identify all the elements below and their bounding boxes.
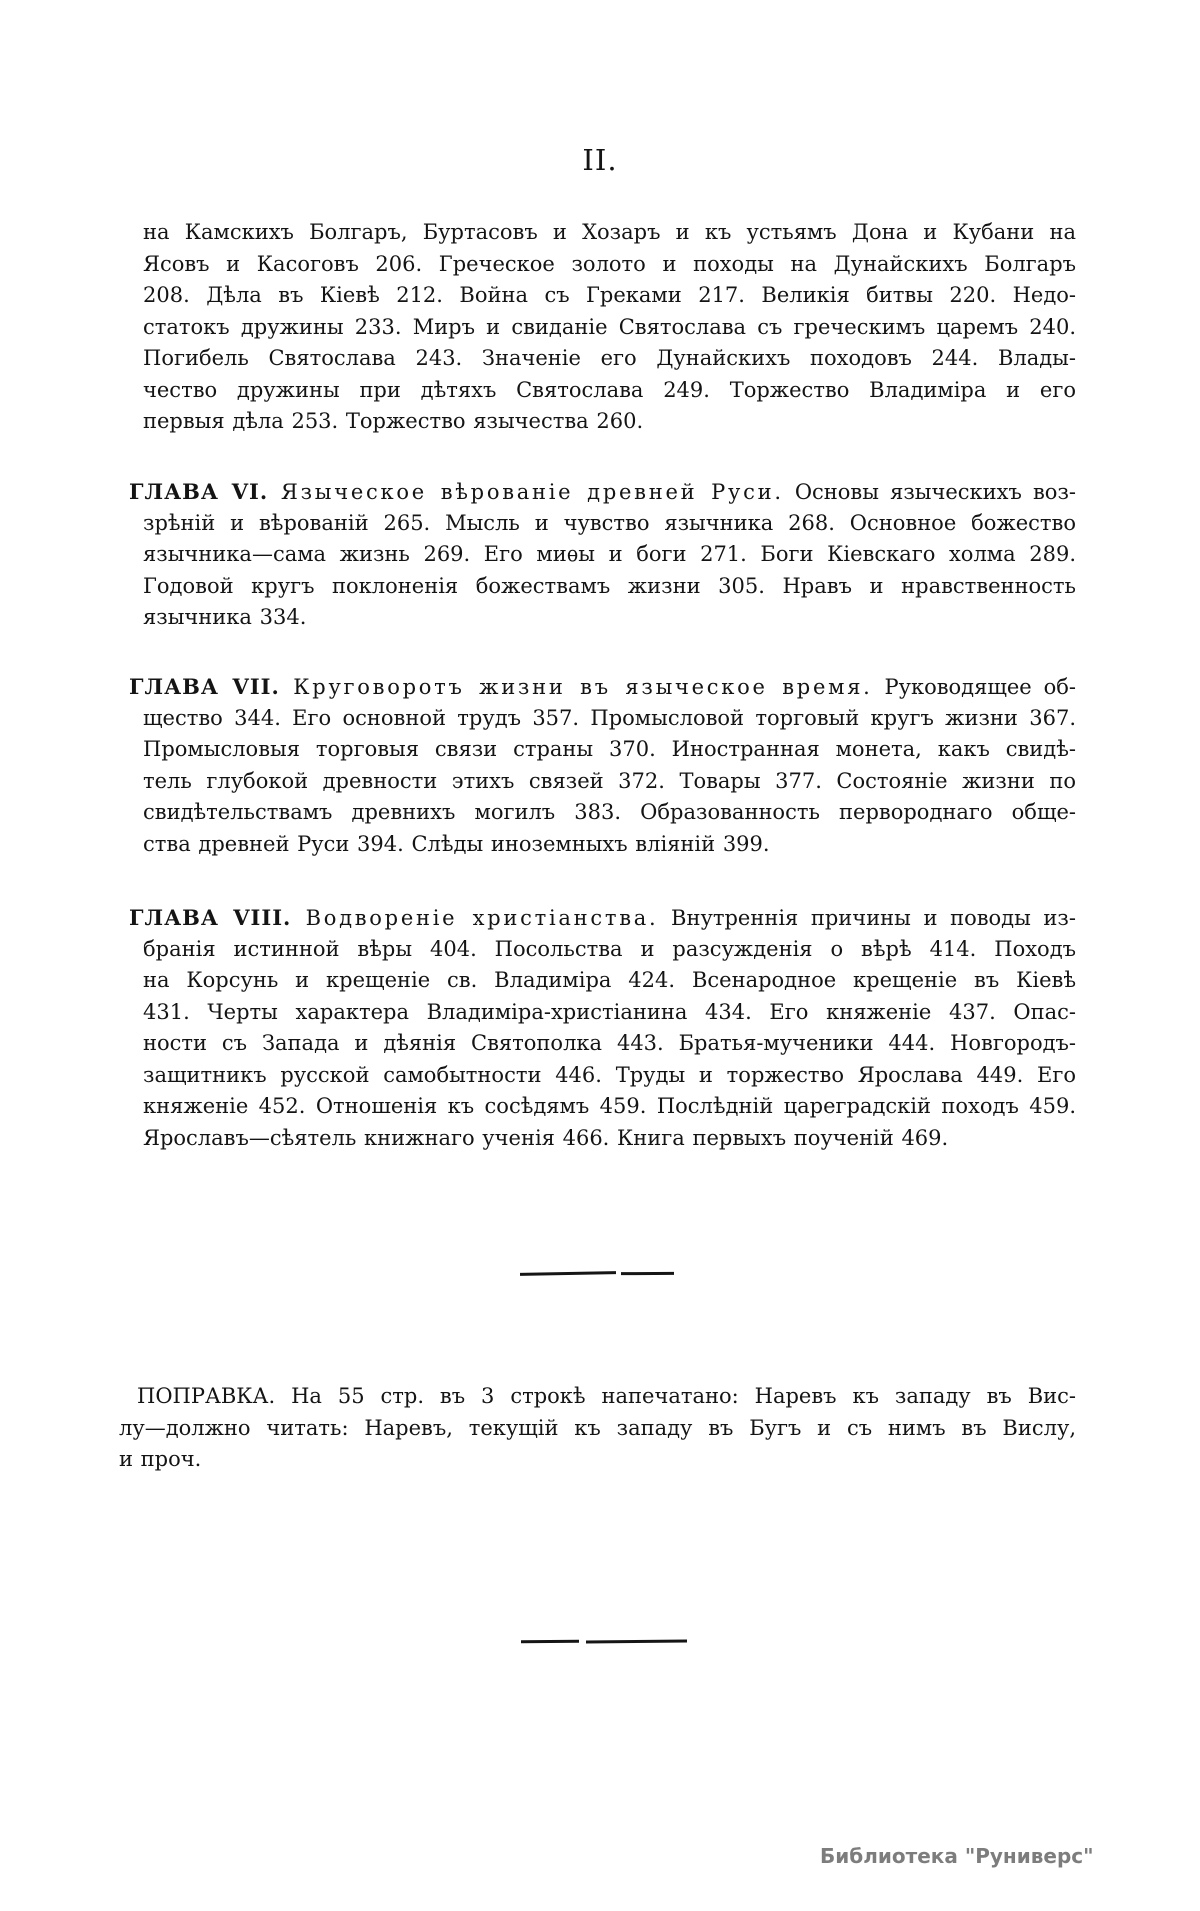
text-line <box>129 671 1076 703</box>
text-line: на Камскихъ Болгаръ, Буртасовъ и Хозаръ и къ устьямъ Дона и Кубани на <box>143 220 1076 244</box>
text-line: 431. Черты характера Владиміра-христіанина 434. Его княженіе 437. Опас- <box>143 999 1076 1024</box>
section-divider <box>520 1272 676 1278</box>
text-segment: Основы языческихъ воз- <box>783 480 1076 504</box>
chapter-viii-paragraph <box>129 902 1076 1154</box>
text-line: Ясовъ и Касоговъ 206. Греческое золото и походы на Дунайскихъ Болгаръ <box>143 251 1076 276</box>
text-line: тель глубокой древности этихъ связей 372. Товары 377. Состояніе жизни по <box>143 768 1076 793</box>
section-divider <box>521 1640 687 1646</box>
toc-continuation-paragraph <box>143 217 1076 438</box>
text-line <box>129 476 1076 508</box>
text-segment: Руководящее об- <box>872 675 1076 699</box>
text-line: язычника—сама жизнь 269. Его миѳы и боги 271. Боги Кіевскаго холма 289. <box>143 542 1076 566</box>
chapter-title: Круговоротъ жизни въ языческое время. <box>293 675 873 699</box>
text-line: щество 344. Его основной трудъ 357. Промысловой торговый кругъ жизни 367. <box>143 705 1076 730</box>
text-line: и проч. <box>119 1447 202 1471</box>
library-watermark: Библиотека "Руниверс" <box>820 1844 1094 1868</box>
text-line: первыя дѣла 253. Торжество язычества 260. <box>143 409 644 433</box>
text-line: чество дружины при дѣтяхъ Святослава 249. Торжество Владиміра и его <box>143 377 1076 402</box>
divider-segment <box>586 1640 687 1644</box>
chapter-label: ГЛАВА VII. <box>129 674 294 699</box>
divider-segment <box>520 1271 616 1276</box>
chapter-vi-paragraph <box>129 476 1076 634</box>
erratum-paragraph <box>119 1381 1076 1476</box>
chapter-title: Водвореніе христіанства. <box>305 906 659 930</box>
text-segment: Внутреннія причины и поводы из- <box>658 906 1076 930</box>
divider-segment <box>521 1640 579 1644</box>
text-line: Ярославъ—сѣятель книжнаго ученія 466. Книга первыхъ поученій 469. <box>143 1125 949 1150</box>
chapter-title: Языческое вѣрованіе древней Руси. <box>280 480 784 504</box>
text-line: бранія истинной вѣры 404. Посольства и разсужденія о вѣрѣ 414. Походъ <box>143 936 1076 961</box>
text-line <box>129 902 1076 934</box>
text-line: на Корсунь и крещеніе св. Владиміра 424. Всенародное крещеніе въ Кіевѣ <box>143 968 1076 992</box>
text-line: язычника 334. <box>143 605 307 629</box>
text-line: Годовой кругъ поклоненія божествамъ жизни 305. Нравъ и нравственность <box>143 573 1076 598</box>
text-line: зрѣній и вѣрованій 265. Мысль и чувство язычника 268. Основное божество <box>143 510 1076 535</box>
text-line: ПОПРАВКА. На 55 стр. въ 3 строкѣ напечатано: Наревъ къ западу въ Вис- <box>137 1384 1076 1408</box>
text-line: свидѣтельствамъ древнихъ могилъ 383. Образованность первороднаго обще- <box>143 800 1076 824</box>
page-number-heading: II. <box>582 143 618 177</box>
text-line: защитникъ русской самобытности 446. Труды и торжество Ярослава 449. Его <box>143 1062 1076 1087</box>
chapter-label: ГЛАВА VI. <box>129 479 281 504</box>
text-line: 208. Дѣла въ Кіевѣ 212. Война съ Греками 217. Великія битвы 220. Недо- <box>143 283 1076 307</box>
text-line: лу—должно читать: Наревъ, текущій къ западу въ Бугъ и съ нимъ въ Вислу, <box>119 1415 1076 1440</box>
text-line: ности съ Запада и дѣянія Святополка 443. Братья-мученики 444. Новгородъ- <box>143 1031 1076 1055</box>
text-line: княженіе 452. Отношенія къ сосѣдямъ 459. Послѣдній цареградскій походъ 459. <box>143 1094 1076 1118</box>
text-line: статокъ дружины 233. Миръ и свиданіе Святослава съ греческимъ царемъ 240. <box>143 314 1076 339</box>
text-line: Погибель Святослава 243. Значеніе его Дунайскихъ походовъ 244. Влады- <box>143 346 1076 370</box>
chapter-label: ГЛАВА VIII. <box>129 905 306 930</box>
text-line: ства древней Руси 394. Слѣды иноземныхъ вліяній 399. <box>143 831 770 856</box>
text-line: Промысловыя торговыя связи страны 370. Иностранная монета, какъ свидѣ- <box>143 737 1076 761</box>
chapter-vii-paragraph <box>129 671 1076 860</box>
divider-segment <box>621 1272 674 1275</box>
